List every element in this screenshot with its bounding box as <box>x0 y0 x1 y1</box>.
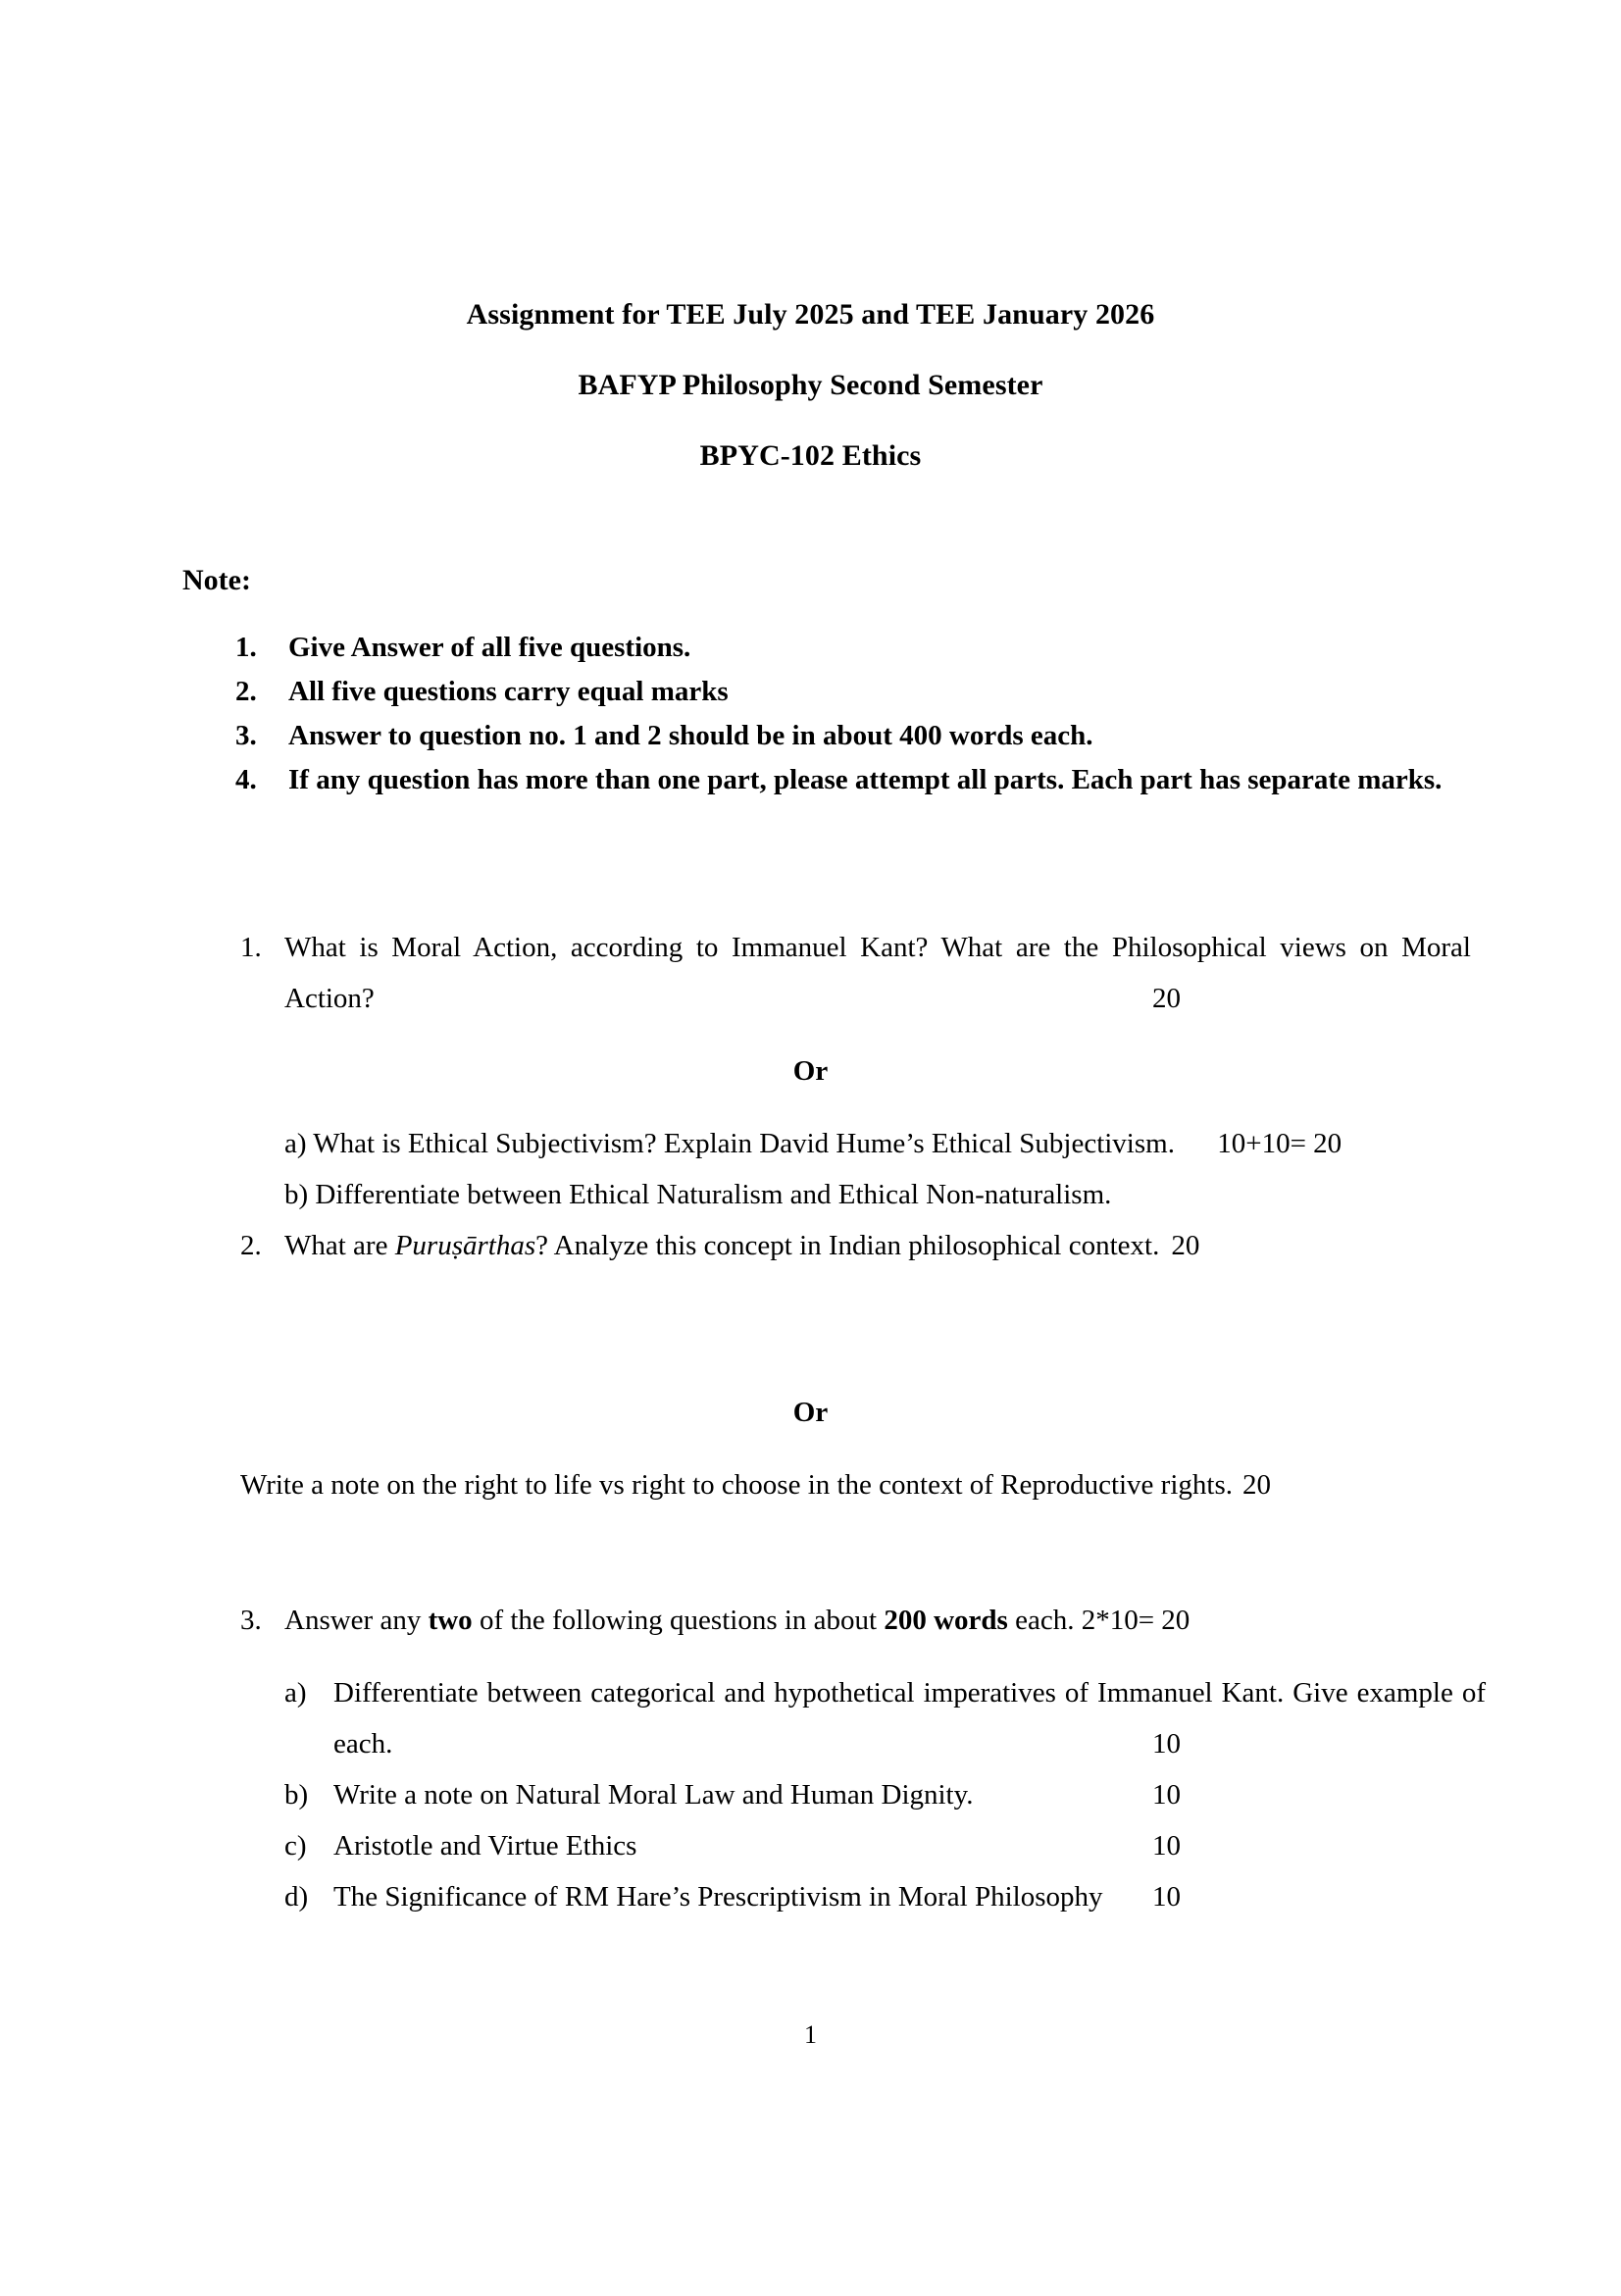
question-1-alt-b-text: Differentiate between Ethical Naturalism and Ethical Non-naturalism. <box>315 1179 1112 1210</box>
question-3-sub-c <box>284 1820 1486 1871</box>
question-3-sub-d-text: The Significance of RM Hare’s Prescriptivism in Moral Philosophy <box>333 1881 1103 1913</box>
question-2-alternative-text: Write a note on the right to life vs right to choose in the context of Reproductive rights. <box>240 1469 1233 1501</box>
question-3-sub-a-marks: 10 <box>1152 1728 1181 1760</box>
question-2 <box>0 1220 1621 1510</box>
question-2-marker: 2. <box>240 1230 262 1261</box>
note-item <box>235 758 1470 802</box>
header-title-line-2: BAFYP Philosophy Second Semester <box>578 369 1043 401</box>
question-3-lead-part-2: of the following questions in about <box>472 1605 885 1636</box>
question-3-marker: 3. <box>240 1605 262 1636</box>
question-1-alt-b-marker: b) <box>284 1179 309 1210</box>
question-2-marks: 20 <box>1171 1230 1200 1261</box>
question-3-lead-part-3: each. 2*10= 20 <box>1007 1605 1190 1636</box>
question-1-alt-a <box>284 1118 1442 1169</box>
question-3-sub-b-marker: b) <box>284 1779 309 1811</box>
question-2-or-label: Or <box>792 1397 829 1428</box>
note-item-marker: 4. <box>235 764 257 795</box>
note-item-text: Give Answer of all five questions. <box>288 632 691 663</box>
note-item-marker: 1. <box>235 632 257 663</box>
question-2-body <box>240 1220 1471 1271</box>
question-1-or-label: Or <box>792 1055 829 1087</box>
question-1-marks: 20 <box>1152 983 1181 1014</box>
question-3-sub-d-marks: 10 <box>1152 1881 1181 1913</box>
question-3-sub-b-text: Write a note on Natural Moral Law and Human Dignity. <box>333 1779 974 1811</box>
question-3-sub-b <box>284 1769 1486 1820</box>
note-list <box>235 626 1443 802</box>
note-item <box>235 714 1412 758</box>
question-3-sub-a <box>284 1667 1486 1769</box>
question-3-sub-c-marker: c) <box>284 1830 307 1862</box>
question-3-sub-b-marks: 10 <box>1152 1779 1181 1811</box>
question-3 <box>0 1595 1621 1922</box>
question-1-alt-a-marks: 10+10= 20 <box>1217 1128 1342 1159</box>
question-1-body <box>240 922 1471 1024</box>
questions-section <box>0 922 1621 1922</box>
page-number: 1 <box>804 2020 817 2049</box>
note-heading: Note: <box>182 564 251 596</box>
header-title-line-1: Assignment for TEE July 2025 and TEE January 2026 <box>466 298 1155 331</box>
note-item-marker: 2. <box>235 676 257 707</box>
note-item-text: All five questions carry equal marks <box>288 676 729 707</box>
question-1-alt-a-marker: a) <box>284 1128 307 1159</box>
question-1-marker: 1. <box>240 932 262 963</box>
question-3-sub-d-marker: d) <box>284 1881 309 1913</box>
question-3-sub-a-marker: a) <box>284 1677 307 1709</box>
note-item-text: Answer to question no. 1 and 2 should be in about 400 words each. <box>288 720 1093 751</box>
question-2-text-after: ? Analyze this concept in Indian philosophical context. <box>535 1230 1160 1261</box>
question-1-alt-b <box>284 1169 1442 1220</box>
question-3-sub-c-text: Aristotle and Virtue Ethics <box>333 1830 637 1862</box>
question-2-text-before: What are <box>284 1230 395 1261</box>
question-3-sub-a-text: Differentiate between categorical and hypothetical imperatives of Immanuel Kant. Give example of each. <box>333 1677 1486 1760</box>
question-3-lead-bold-2: 200 words <box>884 1605 1008 1636</box>
question-3-sub-d <box>284 1871 1486 1922</box>
question-1 <box>0 922 1621 1220</box>
question-3-sub-c-marks: 10 <box>1152 1830 1181 1862</box>
note-item-marker: 3. <box>235 720 257 751</box>
question-3-lead <box>240 1595 1471 1646</box>
question-2-alternative-marks: 20 <box>1241 1469 1271 1501</box>
question-1-alt-a-text: What is Ethical Subjectivism? Explain David Hume’s Ethical Subjectivism. <box>313 1128 1175 1159</box>
question-2-italic-term: Puruṣārthas <box>394 1230 536 1261</box>
document-header <box>0 280 1621 491</box>
question-3-lead-bold-1: two <box>428 1605 473 1636</box>
question-3-lead-part-1: Answer any <box>284 1605 429 1636</box>
note-item <box>235 626 1412 670</box>
note-item-text: If any question has more than one part, please attempt all parts. Each part has separate marks. <box>288 764 1443 795</box>
header-title-line-3: BPYC-102 Ethics <box>699 439 922 472</box>
note-item <box>235 670 1412 714</box>
question-2-alternative <box>240 1459 1427 1510</box>
question-1-text: What is Moral Action, according to Immanuel Kant? What are the Philosophical views on Moral Action? <box>284 932 1471 1014</box>
